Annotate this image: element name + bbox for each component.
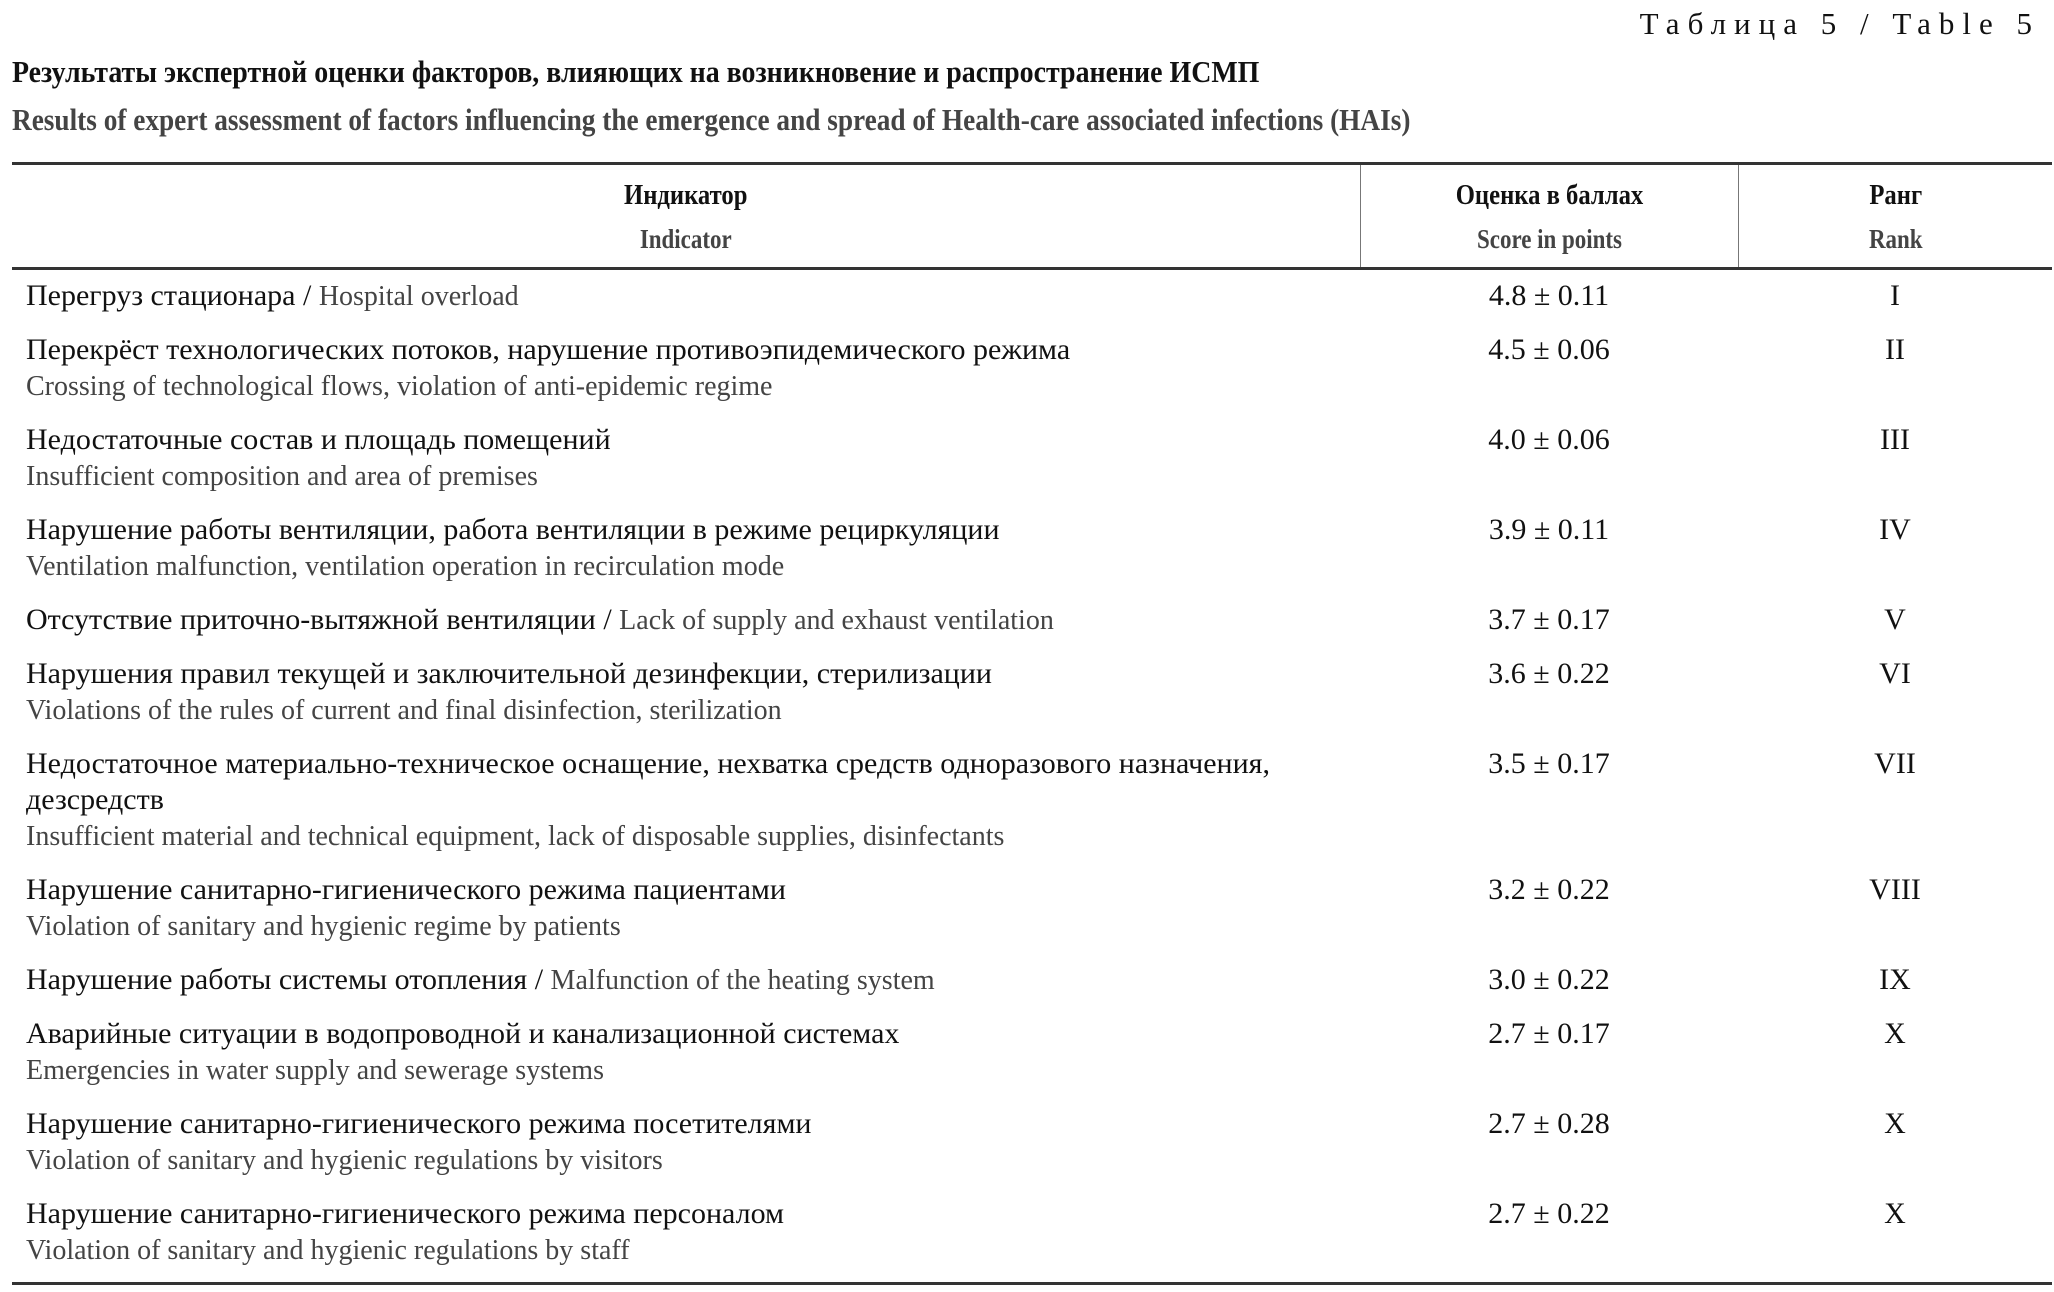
- indicator-cell: [12, 504, 1360, 594]
- table-row: [12, 1188, 2052, 1284]
- indicator-cell: [12, 1008, 1360, 1098]
- rank-cell: V: [1884, 603, 1906, 636]
- score-cell: 2.7 ± 0.22: [1360, 1188, 1738, 1284]
- header-row: [12, 164, 2052, 269]
- indicator-ru: Нарушение санитарно-гигиенического режима посетителями: [26, 1107, 812, 1140]
- table-body: [12, 269, 2052, 1284]
- indicator-cell: [12, 1098, 1360, 1188]
- score-cell: 3.9 ± 0.11: [1488, 513, 1610, 546]
- indicator-ru: Нарушение санитарно-гигиенического режима пациентами: [26, 873, 786, 906]
- indicator-cell: [12, 1188, 1360, 1284]
- column-header-ru: Индикатор: [624, 179, 748, 211]
- column-header-ru: Ранг: [1868, 179, 1922, 211]
- rank-cell: VIII: [1869, 873, 1921, 906]
- table-row: [12, 648, 2052, 738]
- score-cell: 3.7 ± 0.17: [1488, 603, 1610, 636]
- rank-cell: I: [1890, 279, 1900, 312]
- indicator-en: Lack of supply and exhaust ventilation: [619, 605, 1054, 636]
- table-row: [12, 738, 2052, 864]
- indicator-ru: Нарушение санитарно-гигиенического режима персоналом: [26, 1197, 784, 1230]
- indicator-ru: Отсутствие приточно-вытяжной вентиляции: [26, 603, 596, 636]
- table-row: [12, 1008, 2052, 1098]
- indicator-cell: [12, 954, 1360, 1008]
- indicator-cell: [12, 864, 1360, 954]
- rank-cell: III: [1880, 423, 1910, 456]
- column-header-en: Indicator: [639, 224, 732, 254]
- table-row: [12, 414, 2052, 504]
- rank-cell: IX: [1879, 963, 1911, 996]
- table-row: [12, 864, 2052, 954]
- table-label: Таблица 5 / Table 5: [1639, 6, 2040, 41]
- indicator-en: Violation of sanitary and hygienic regulations by staff: [26, 1235, 630, 1266]
- table-title-en: Results of expert assessment of factors influencing the emergence and spread of Health-care associated infections (HAIs): [12, 102, 1411, 137]
- rank-cell: VII: [1874, 747, 1916, 780]
- column-header-en: Rank: [1868, 224, 1923, 254]
- column-header-rank: [1738, 164, 2052, 269]
- rank-cell: X: [1884, 1107, 1906, 1140]
- language-separator: /: [595, 603, 620, 636]
- indicator-en: Malfunction of the heating system: [550, 965, 935, 996]
- score-cell: 4.0 ± 0.06: [1488, 423, 1610, 456]
- score-cell: 2.7 ± 0.28: [1488, 1107, 1610, 1140]
- column-header-en: Score in points: [1476, 224, 1622, 254]
- indicator-en: Violation of sanitary and hygienic regulations by visitors: [26, 1145, 663, 1176]
- table-row: [12, 269, 2052, 325]
- column-header-score: [1360, 164, 1738, 269]
- column-header-ru: Оценка в баллах: [1455, 179, 1643, 211]
- indicator-en: Ventilation malfunction, ventilation operation in recirculation mode: [26, 551, 785, 582]
- column-header-indicator: [12, 164, 1360, 269]
- score-cell: 4.5 ± 0.06: [1488, 333, 1610, 366]
- score-cell: 3.0 ± 0.22: [1488, 963, 1610, 996]
- indicator-cell: [12, 324, 1360, 414]
- table-row: [12, 1098, 2052, 1188]
- indicator-en: Violations of the rules of current and final disinfection, sterilization: [26, 695, 782, 726]
- score-cell: 3.2 ± 0.22: [1488, 873, 1610, 906]
- score-cell: 4.8 ± 0.11: [1488, 279, 1610, 312]
- indicator-ru: Нарушения правил текущей и заключительной дезинфекции, стерилизации: [26, 657, 992, 690]
- table-row: [12, 954, 2052, 1008]
- table-title-ru: Результаты экспертной оценки факторов, влияющих на возникновение и распространение ИСМП: [12, 54, 1260, 89]
- indicator-en: Violation of sanitary and hygienic regime by patients: [26, 911, 621, 942]
- indicator-ru: Перегруз стационара: [26, 279, 296, 312]
- table-header: [12, 164, 2052, 269]
- score-cell: 3.5 ± 0.17: [1488, 747, 1610, 780]
- indicator-ru: Недостаточное материально-техническое оснащение, нехватка средств одноразового назначения, дезсредств: [26, 747, 1270, 816]
- indicator-cell: [12, 648, 1360, 738]
- indicator-ru: Нарушение работы вентиляции, работа вентиляции в режиме рециркуляции: [26, 513, 1000, 546]
- table-row: [12, 504, 2052, 594]
- table-row: [12, 594, 2052, 648]
- table-row: [12, 324, 2052, 414]
- indicator-en: Emergencies in water supply and sewerage systems: [26, 1055, 604, 1086]
- indicator-ru: Перекрёст технологических потоков, нарушение противоэпидемического режима: [26, 333, 1071, 366]
- indicator-en: Insufficient composition and area of premises: [26, 461, 538, 492]
- rank-cell: IV: [1879, 513, 1911, 546]
- indicator-cell: [12, 738, 1360, 864]
- language-separator: /: [295, 279, 319, 312]
- indicator-en: Crossing of technological flows, violation of anti-epidemic regime: [26, 371, 773, 402]
- indicator-ru: Недостаточные состав и площадь помещений: [26, 423, 611, 456]
- indicator-ru: Нарушение работы системы отопления: [26, 963, 528, 996]
- indicator-en: Hospital overload: [318, 281, 519, 312]
- rank-cell: VI: [1879, 657, 1911, 690]
- rank-cell: II: [1885, 333, 1905, 366]
- language-separator: /: [527, 963, 551, 996]
- indicator-cell: [12, 414, 1360, 504]
- rank-cell: X: [1884, 1017, 1906, 1050]
- indicator-cell: [12, 594, 1360, 648]
- indicator-ru: Аварийные ситуации в водопроводной и канализационной системах: [26, 1017, 900, 1050]
- indicator-cell: [12, 269, 1360, 325]
- rank-cell: X: [1738, 1188, 2052, 1284]
- indicator-en: Insufficient material and technical equipment, lack of disposable supplies, disinfectants: [26, 821, 1005, 852]
- score-cell: 2.7 ± 0.17: [1488, 1017, 1610, 1050]
- expert-assessment-table: [12, 162, 2052, 1285]
- score-cell: 3.6 ± 0.22: [1488, 657, 1610, 690]
- results-table: [12, 162, 2052, 1285]
